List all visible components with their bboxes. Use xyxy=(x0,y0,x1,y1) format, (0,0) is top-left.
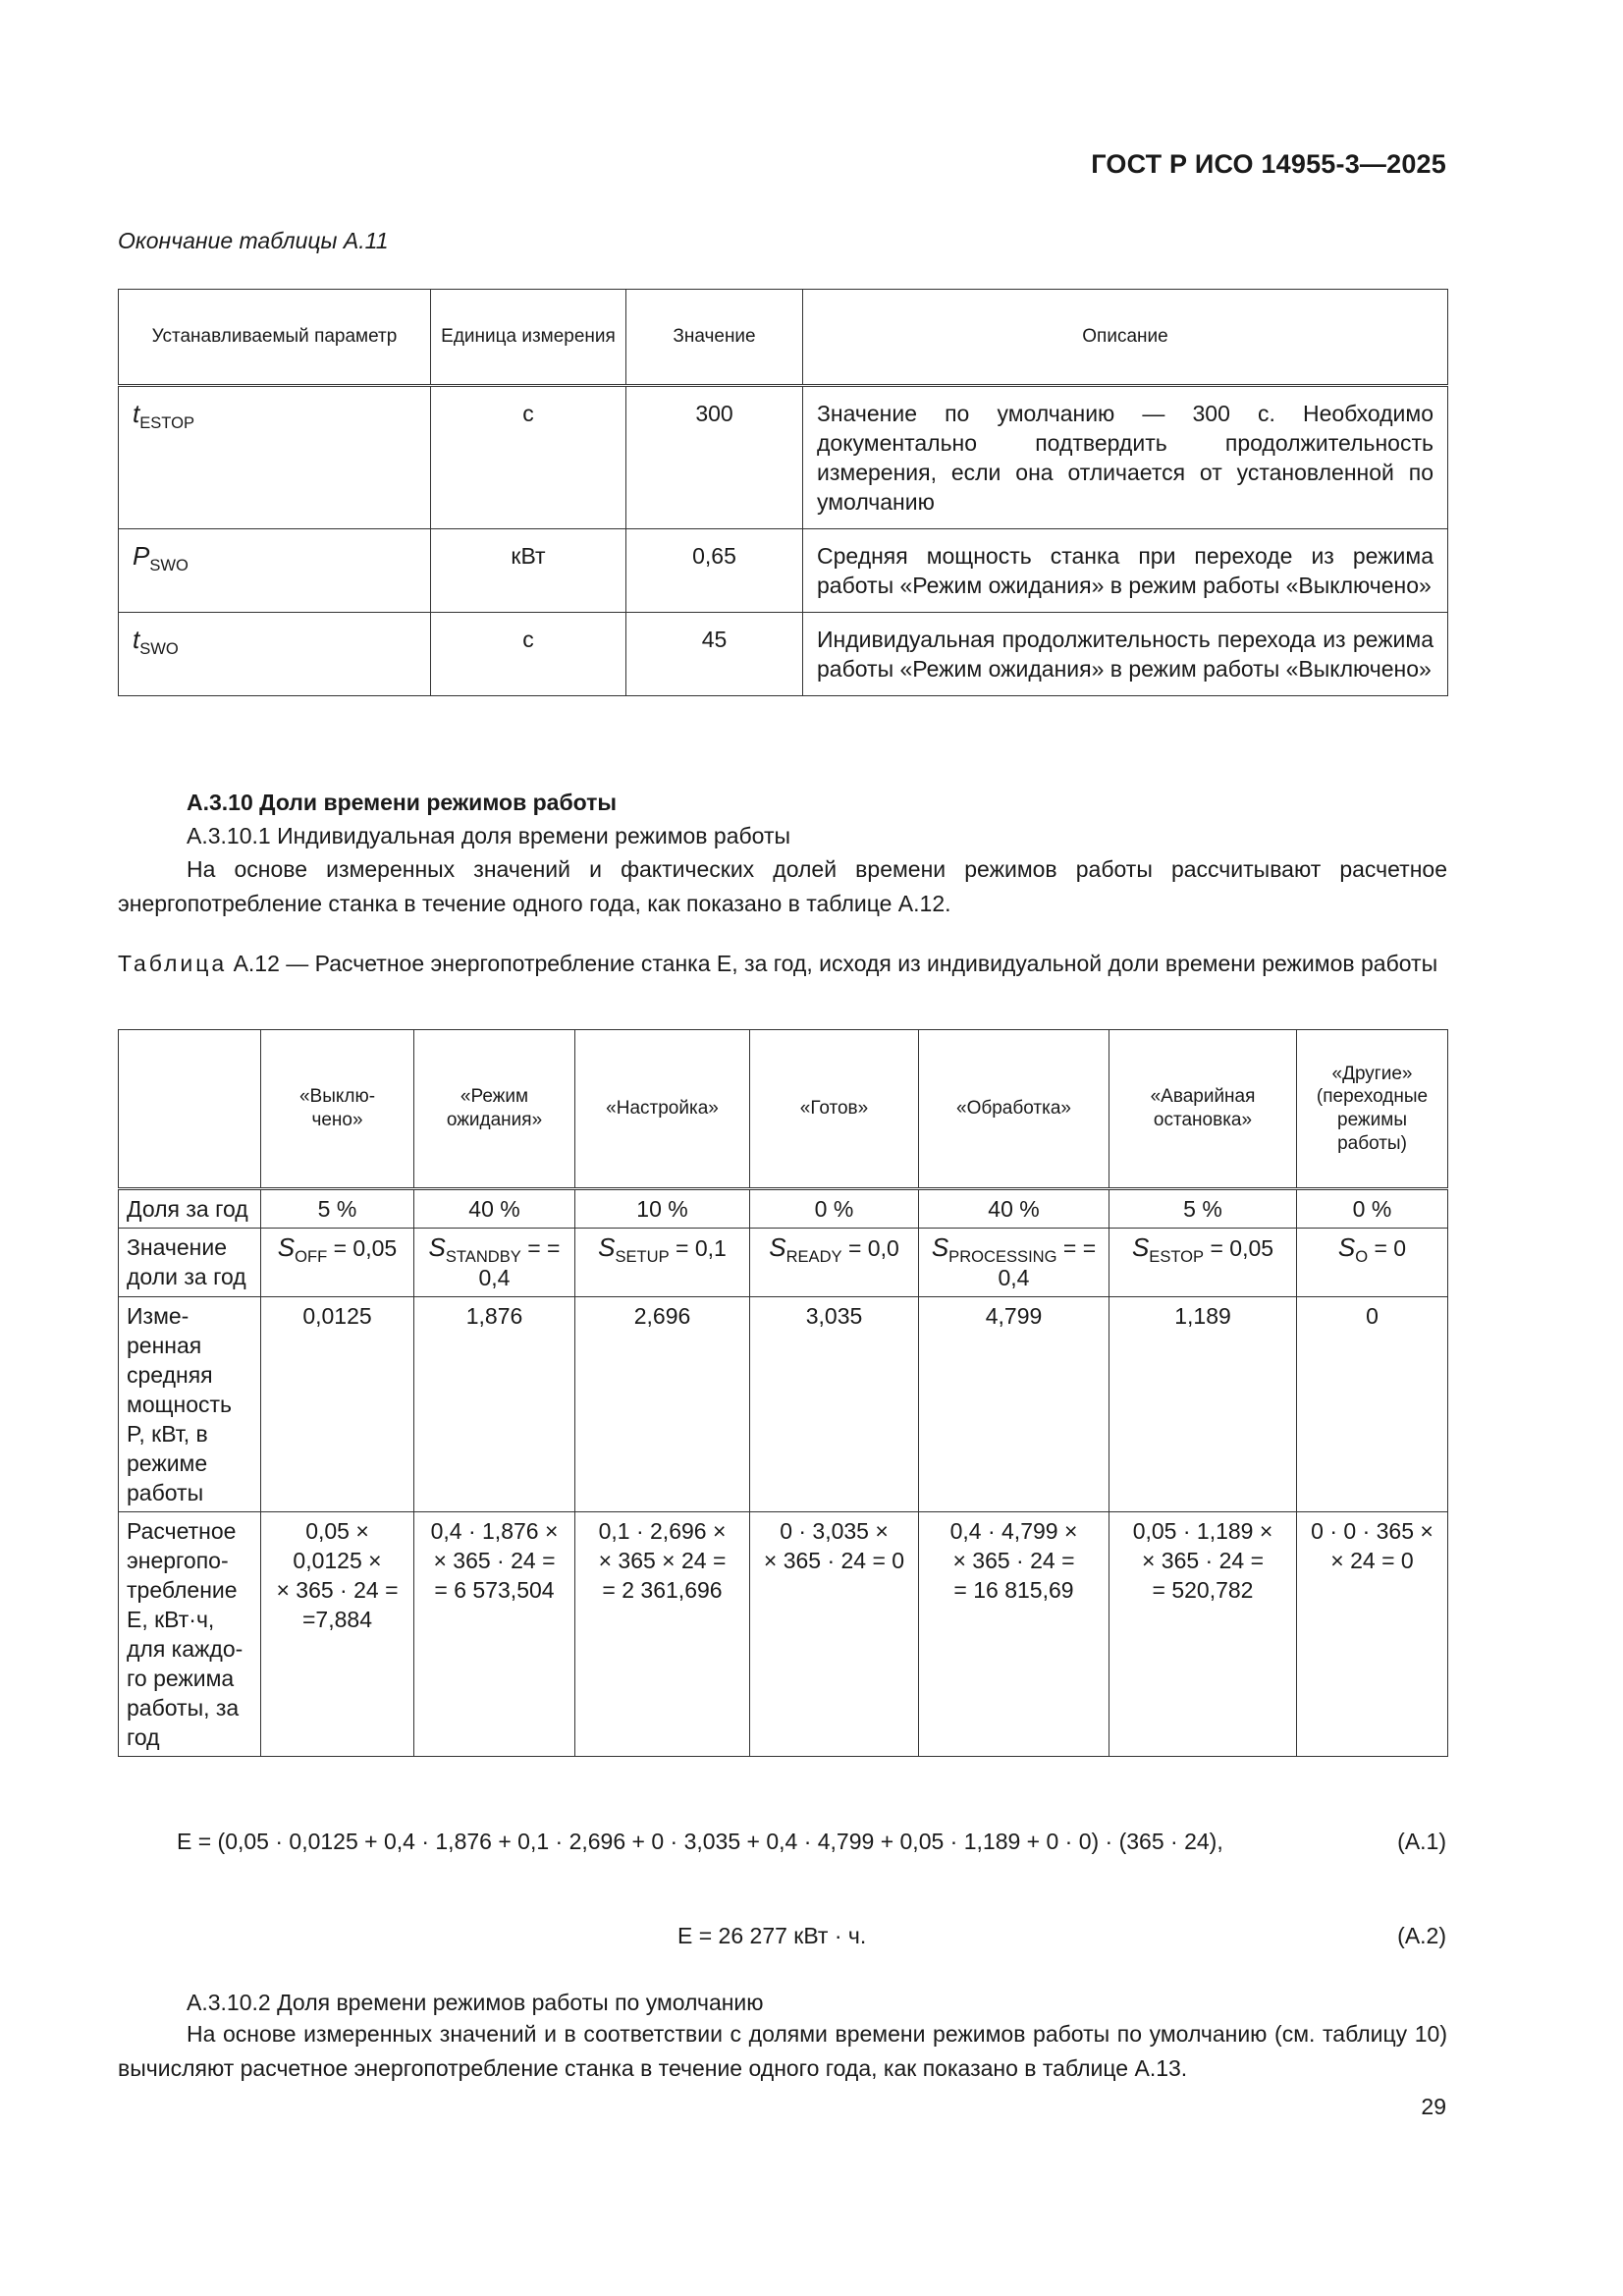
description-cell: Индивидуальная продолжительность перехода из режима работы «Режим ожидания» в режим работы «Выключено» xyxy=(803,613,1448,696)
share-value-cell: $S_{PROCESSING}$ = = 0,4 xyxy=(919,1229,1109,1297)
value-cell: 3,035 xyxy=(750,1297,919,1512)
formula-cell: 0,05 × 0,0125 × × 365 · 24 = =7,884 xyxy=(261,1512,414,1757)
equation-a2: E = 26 277 кВт · ч. xyxy=(677,1923,867,1948)
table-a12 xyxy=(118,1029,1448,1757)
formula-cell: 0,1 · 2,696 × × 365 × 24 = = 2 361,696 xyxy=(575,1512,750,1757)
header-cell: Устанавливаемый параметр xyxy=(119,290,431,386)
unit-cell: с xyxy=(431,613,626,696)
table-row xyxy=(119,386,1448,529)
value-cell: 300 xyxy=(626,386,803,529)
paragraph-text: На основе измеренных значений и в соответствии с долями времени режимов работы по умолчанию (см. таблицу 10) вычисляют расчетное энергопотребление станка в течение одного года, как показано в таблице А.13. xyxy=(118,2021,1447,2081)
share-value: = 0,1 xyxy=(669,1235,727,1261)
table-row xyxy=(119,1297,1448,1512)
share-value: = 0,05 xyxy=(1204,1235,1274,1261)
formula-cell: 0,4 · 1,876 × × 365 · 24 = = 6 573,504 xyxy=(414,1512,575,1757)
table-caption xyxy=(118,947,1447,981)
share-value: = 0,0 xyxy=(841,1235,899,1261)
share-subscript: SETUP xyxy=(615,1246,670,1266)
header-cell: «Настройка» xyxy=(575,1030,750,1189)
share-value-cell: $S_{STANDBY}$ = = 0,4 xyxy=(414,1229,575,1297)
page-number: 29 xyxy=(1421,2094,1446,2119)
param-symbol: P xyxy=(133,541,150,571)
header-cell: Значение xyxy=(626,290,803,386)
share-subscript: PROCESSING xyxy=(948,1246,1057,1266)
header-cell: «Обработка» xyxy=(919,1030,1109,1189)
header-cell: «Другие» (переходные режимы работы) xyxy=(1297,1030,1448,1189)
param-cell xyxy=(119,386,431,529)
header-cell xyxy=(119,1030,261,1189)
param-symbol: t xyxy=(133,399,140,428)
value-cell: 1,189 xyxy=(1109,1297,1297,1512)
param-subscript: SWO xyxy=(139,638,179,658)
share-value-cell: $S_{SETUP} = 0,1$ xyxy=(575,1229,750,1297)
equation-a1: E = (0,05 · 0,0125 + 0,4 · 1,876 + 0,1 · 2,696 + 0 · 3,035 + 0,4 · 4,799 + 0,05 · 1,189 + 0 · 0) · (365 · 24), xyxy=(177,1829,1223,1854)
value-cell: 0 % xyxy=(750,1189,919,1229)
value-cell: 2,696 xyxy=(575,1297,750,1512)
document-id: ГОСТ Р ИСО 14955-3—2025 xyxy=(1091,149,1446,179)
share-value: = 0,05 xyxy=(327,1235,398,1261)
table-row xyxy=(119,1512,1448,1757)
row-label: Изме-ренная средняя мощность P, кВт, в режиме работы xyxy=(119,1297,261,1512)
table-a11 xyxy=(118,289,1448,696)
param-symbol: t xyxy=(133,625,140,654)
param-cell xyxy=(119,529,431,613)
value-cell: 5 % xyxy=(261,1189,414,1229)
table-caption-label: Таблица xyxy=(118,951,228,976)
share-value-cell: $S_O = 0$ xyxy=(1297,1229,1448,1297)
share-value: = 0 xyxy=(1368,1235,1407,1261)
share-subscript: READY xyxy=(785,1246,842,1266)
table-header-row xyxy=(119,1030,1448,1189)
table-header-row xyxy=(119,290,1448,386)
table-row xyxy=(119,1189,1448,1229)
share-subscript: STANDBY xyxy=(445,1246,521,1266)
value-cell: 0 % xyxy=(1297,1189,1448,1229)
share-subscript: O xyxy=(1355,1246,1369,1266)
param-cell xyxy=(119,613,431,696)
header-cell: Единица измерения xyxy=(431,290,626,386)
param-subscript: SWO xyxy=(149,555,189,574)
paragraph-text: На основе измеренных значений и фактических долей времени режимов работы рассчитывают расчетное энергопотребление станка в течение одного года, как показано в таблице А.12. xyxy=(118,856,1447,916)
value-cell: 1,876 xyxy=(414,1297,575,1512)
header-cell: «Готов» xyxy=(750,1030,919,1189)
header-cell: Описание xyxy=(803,290,1448,386)
share-subscript: ESTOP xyxy=(1149,1246,1205,1266)
value-cell: 5 % xyxy=(1109,1189,1297,1229)
paragraph xyxy=(118,852,1447,921)
unit-cell: кВт xyxy=(431,529,626,613)
equation-number: (А.2) xyxy=(1397,1923,1446,1948)
description-cell: Средняя мощность станка при переходе из режима работы «Режим ожидания» в режим работы «Выключено» xyxy=(803,529,1448,613)
value-cell: 40 % xyxy=(414,1189,575,1229)
row-label: Доля за год xyxy=(119,1189,261,1229)
formula-cell: 0,05 · 1,189 × × 365 · 24 = = 520,782 xyxy=(1109,1512,1297,1757)
value-cell: 4,799 xyxy=(919,1297,1109,1512)
share-value: = = 0,4 xyxy=(998,1235,1097,1290)
formula-cell: 0 · 3,035 × × 365 · 24 = 0 xyxy=(750,1512,919,1757)
header-cell: «Режим ожидания» xyxy=(414,1030,575,1189)
subsection-heading: А.3.10.1 Индивидуальная доля времени режимов работы xyxy=(187,823,791,848)
section-heading: А.3.10 Доли времени режимов работы xyxy=(187,790,618,815)
value-cell: 0,0125 xyxy=(261,1297,414,1512)
formula-cell: 0,4 · 4,799 × × 365 · 24 = = 16 815,69 xyxy=(919,1512,1109,1757)
header-cell: «Выклю- чено» xyxy=(261,1030,414,1189)
table-caption-text: А.12 — Расчетное энергопотребление станка E, за год, исходя из индивидуальной доли времени режимов работы xyxy=(233,951,1438,976)
table-row xyxy=(119,613,1448,696)
value-cell: 45 xyxy=(626,613,803,696)
value-cell: 0 xyxy=(1297,1297,1448,1512)
value-cell: 40 % xyxy=(919,1189,1109,1229)
unit-cell: с xyxy=(431,386,626,529)
row-label: Значение доли за год xyxy=(119,1229,261,1297)
share-value-cell: $S_{OFF} = 0,05$ xyxy=(261,1229,414,1297)
value-cell: 10 % xyxy=(575,1189,750,1229)
table-continuation-label: Окончание таблицы А.11 xyxy=(118,228,389,253)
share-subscript: OFF xyxy=(295,1246,328,1266)
value-cell: 0,65 xyxy=(626,529,803,613)
description-cell: Значение по умолчанию — 300 с. Необходимо документально подтвердить продолжительность измерения, если она отличается от установленной по умолчанию xyxy=(803,386,1448,529)
formula-cell: 0 · 0 · 365 × × 24 = 0 xyxy=(1297,1512,1448,1757)
subsection-heading: А.3.10.2 Доля времени режимов работы по умолчанию xyxy=(187,1990,764,2015)
share-value-cell: $S_{ESTOP} = 0,05$ xyxy=(1109,1229,1297,1297)
param-subscript: ESTOP xyxy=(139,412,195,432)
header-cell: «Аварийная остановка» xyxy=(1109,1030,1297,1189)
share-value-cell: $S_{READY} = 0,0$ xyxy=(750,1229,919,1297)
table-row xyxy=(119,529,1448,613)
share-value: = = 0,4 xyxy=(478,1235,561,1290)
paragraph xyxy=(118,2017,1447,2086)
row-label: Расчетное энергопо-требление E, кВт·ч, для каждо-го режима работы, за год xyxy=(119,1512,261,1757)
equation-number: (А.1) xyxy=(1397,1829,1446,1854)
table-row xyxy=(119,1229,1448,1297)
